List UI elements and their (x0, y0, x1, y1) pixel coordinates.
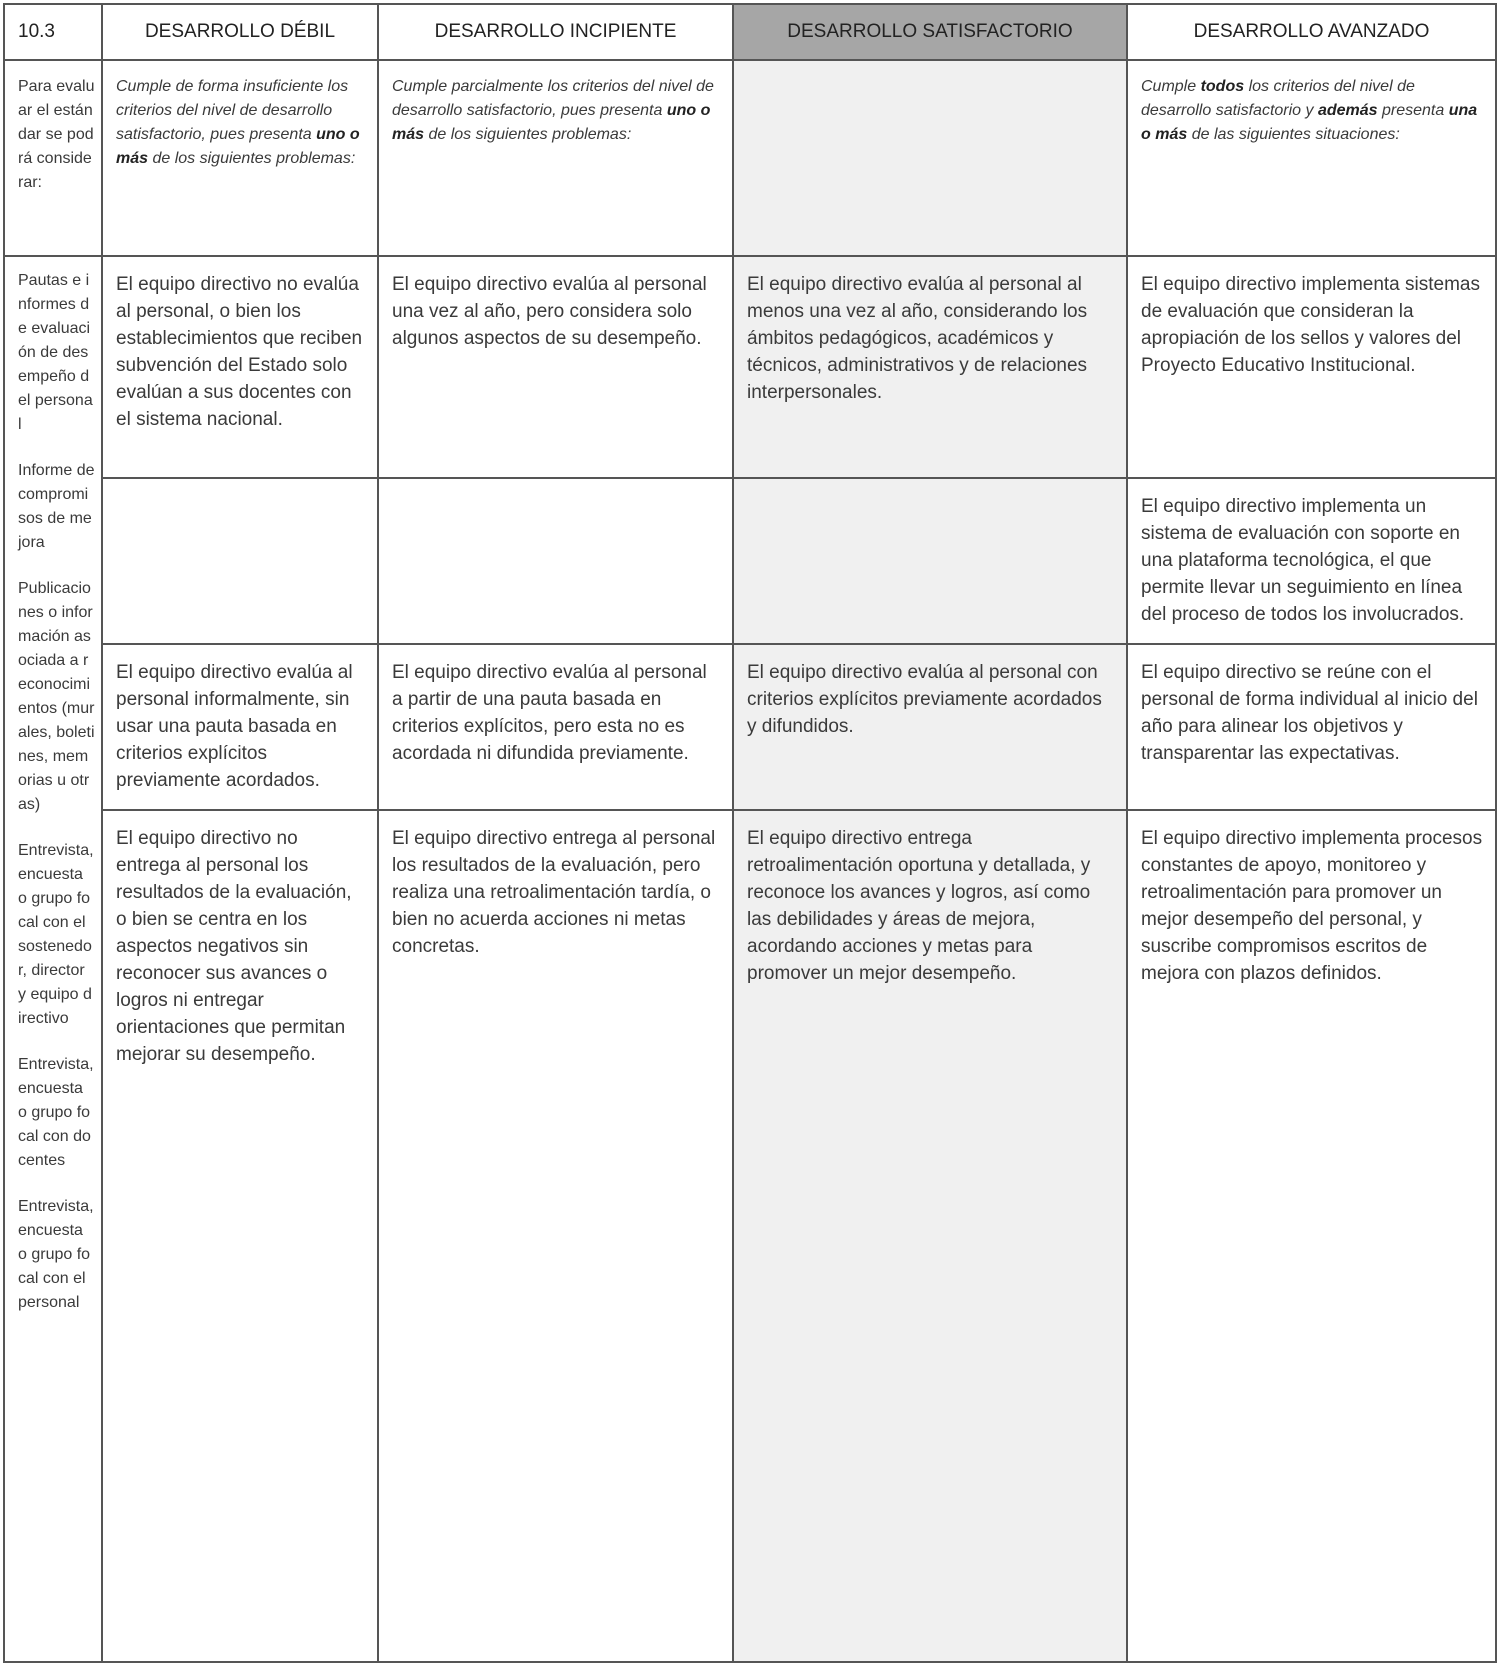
level-header-satisfactorio: DESARROLLO SATISFACTORIO (734, 5, 1128, 61)
row3-incipiente: El equipo directivo evalúa al personal a partir de una pauta basada en criterios explícitos, pero esta no es acordada ni difundida previamente. (379, 645, 734, 811)
row1-avanzado: El equipo directivo implementa sistemas de evaluación que consideran la apropiación de los sellos y valores del Proyecto Educativo Institucional. (1128, 257, 1495, 479)
intro-debil: Cumple de forma insuficiente los criterios del nivel de desarrollo satisfactorio, pues presenta uno o más de los siguientes problemas: (103, 61, 379, 257)
row3-debil: El equipo directivo evalúa al personal informalmente, sin usar una pauta basada en criterios explícitos previamente acordados. (103, 645, 379, 811)
row3-satisfactorio: El equipo directivo evalúa al personal con criterios explícitos previamente acordados y difundidos. (734, 645, 1128, 811)
row4-debil: El equipo directivo no entrega al personal los resultados de la evaluación, o bien se centra en los aspectos negativos sin reconocer sus avances o logros ni entregar orientaciones que permitan mejorar su desempeño. (103, 811, 379, 1661)
evidence-item: Publicaciones o información asociada a reconocimientos (murales, boletines, memorias u otras) (18, 580, 95, 813)
row2-incipiente (379, 479, 734, 645)
intro-avanzado: Cumple todos los criterios del nivel de desarrollo satisfactorio y además presenta una o más de las siguientes situaciones: (1128, 61, 1495, 257)
row4-incipiente: El equipo directivo entrega al personal los resultados de la evaluación, pero realiza una retroalimentación tardía, o bien no acuerda acciones ni metas concretas. (379, 811, 734, 1661)
intro-incipiente: Cumple parcialmente los criterios del nivel de desarrollo satisfactorio, pues presenta uno o más de los siguientes problemas: (379, 61, 734, 257)
row2-avanzado: El equipo directivo implementa un sistema de evaluación con soporte en una plataforma tecnológica, el que permite llevar un seguimiento en línea del proceso de todos los involucrados. (1128, 479, 1495, 645)
row4-satisfactorio: El equipo directivo entrega retroalimentación oportuna y detallada, y reconoce los avances y logros, así como las debilidades y áreas de mejora, acordando acciones y metas para promover un mejor desempeño. (734, 811, 1128, 1661)
evidence-item: Entrevista, encuesta o grupo focal con el sostenedor, director y equipo directivo (18, 842, 94, 1027)
row1-debil: El equipo directivo no evalúa al personal, o bien los establecimientos que reciben subvención del Estado solo evalúan a sus docentes con el sistema nacional. (103, 257, 379, 479)
level-header-incipiente: DESARROLLO INCIPIENTE (379, 5, 734, 61)
evaluation-intro-label: Para evaluar el estándar se podrá considerar: (5, 61, 103, 257)
row4-avanzado: El equipo directivo implementa procesos constantes de apoyo, monitoreo y retroalimentación para promover un mejor desempeño del personal, y suscribe compromisos escritos de mejora con plazos definidos. (1141, 828, 1483, 984)
evidence-column (5, 257, 103, 1661)
intro-satisfactorio (734, 61, 1128, 257)
row2-satisfactorio (734, 479, 1128, 645)
evidence-item: Entrevista, encuesta o grupo focal con docentes (18, 1056, 94, 1169)
evidence-item: Pautas e informes de evaluación de desempeño del personal (18, 272, 93, 433)
level-header-debil: DESARROLLO DÉBIL (103, 5, 379, 61)
rubric-table (3, 3, 1497, 1663)
evidence-item: Entrevista, encuesta o grupo focal con el personal (18, 1198, 94, 1311)
standard-code: 10.3 (5, 5, 103, 61)
row2-debil (103, 479, 379, 645)
row1-incipiente: El equipo directivo evalúa al personal una vez al año, pero considera solo algunos aspectos de su desempeño. (379, 257, 734, 479)
level-header-avanzado: DESARROLLO AVANZADO (1128, 5, 1495, 61)
row3-avanzado: El equipo directivo se reúne con el personal de forma individual al inicio del año para alinear los objetivos y transparentar las expectativas. (1128, 645, 1495, 811)
row1-satisfactorio: El equipo directivo evalúa al personal al menos una vez al año, considerando los ámbitos pedagógicos, académicos y técnicos, administrativos y de relaciones interpersonales. (734, 257, 1128, 479)
evidence-item: Informe de compromisos de mejora (18, 462, 95, 551)
